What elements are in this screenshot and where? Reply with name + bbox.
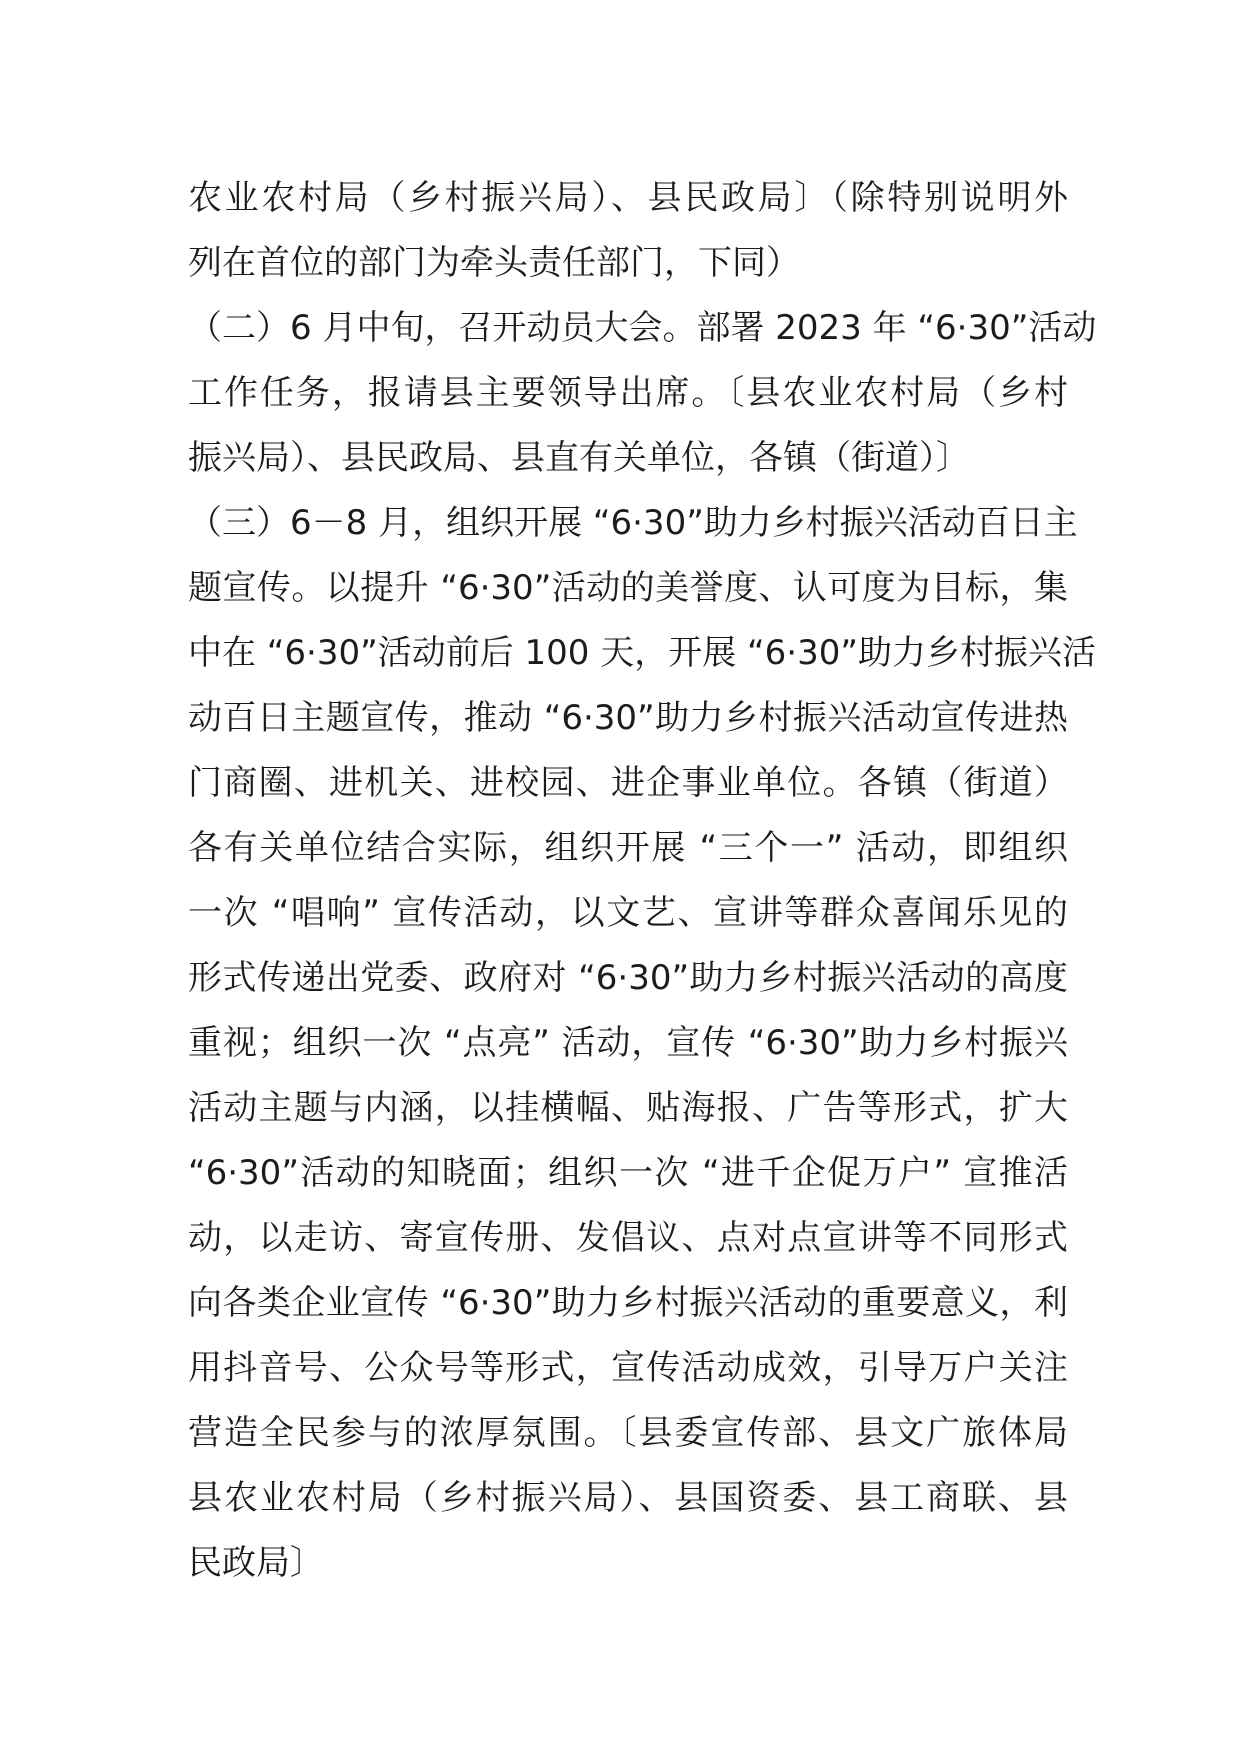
text-line: 中在 “6·30”活动前后 100 天，开展 “6·30”助力乡村振兴活 xyxy=(188,633,1096,673)
text-line: 形式传递出党委、政府对 “6·30”助力乡村振兴活动的高度 xyxy=(188,958,1068,998)
text-line: 向各类企业宣传 “6·30”助力乡村振兴活动的重要意义，利 xyxy=(188,1283,1068,1323)
text-line: 题宣传。以提升 “6·30”活动的美誉度、认可度为目标，集 xyxy=(188,568,1068,608)
text-line: 用抖音号、公众号等形式，宣传活动成效，引导万户关注 xyxy=(188,1348,1068,1388)
text-line: 一次 “唱响” 宣传活动，以文艺、宣讲等群众喜闻乐见的 xyxy=(188,893,1068,933)
text-line: “6·30”活动的知晓面；组织一次 “进千企促万户” 宣推活 xyxy=(188,1153,1068,1193)
text-line: 工作任务，报请县主要领导出席。〔县农业农村局（乡村 xyxy=(188,373,1068,413)
text-line: 民政局〕 xyxy=(188,1543,324,1583)
text-line: 县农业农村局（乡村振兴局）、县国资委、县工商联、县 xyxy=(188,1478,1068,1518)
text-line: （二）6 月中旬，召开动员大会。部署 2023 年 “6·30”活动 xyxy=(188,308,1097,348)
text-line: 重视；组织一次 “点亮” 活动，宣传 “6·30”助力乡村振兴 xyxy=(188,1023,1068,1063)
text-line: 各有关单位结合实际，组织开展 “三个一” 活动，即组织 xyxy=(188,828,1068,868)
text-line: 振兴局）、县民政局、县直有关单位，各镇（街道）〕 xyxy=(188,438,970,478)
text-line: 动，以走访、寄宣传册、发倡议、点对点宣讲等不同形式 xyxy=(188,1218,1068,1258)
text-line: 门商圈、进机关、进校园、进企事业单位。各镇（街道） xyxy=(188,763,1068,803)
text-line: 农业农村局（乡村振兴局）、县民政局〕（除特别说明外 xyxy=(188,178,1068,218)
body-text xyxy=(188,166,1097,1596)
text-line: 活动主题与内涵，以挂横幅、贴海报、广告等形式，扩大 xyxy=(188,1088,1068,1128)
text-line: 营造全民参与的浓厚氛围。〔县委宣传部、县文广旅体局 xyxy=(188,1413,1068,1453)
text-line: 动百日主题宣传，推动 “6·30”助力乡村振兴活动宣传进热 xyxy=(188,698,1068,738)
text-line: 列在首位的部门为牵头责任部门，下同） xyxy=(188,243,800,283)
text-line: （三）6－8 月，组织开展 “6·30”助力乡村振兴活动百日主 xyxy=(188,503,1078,543)
